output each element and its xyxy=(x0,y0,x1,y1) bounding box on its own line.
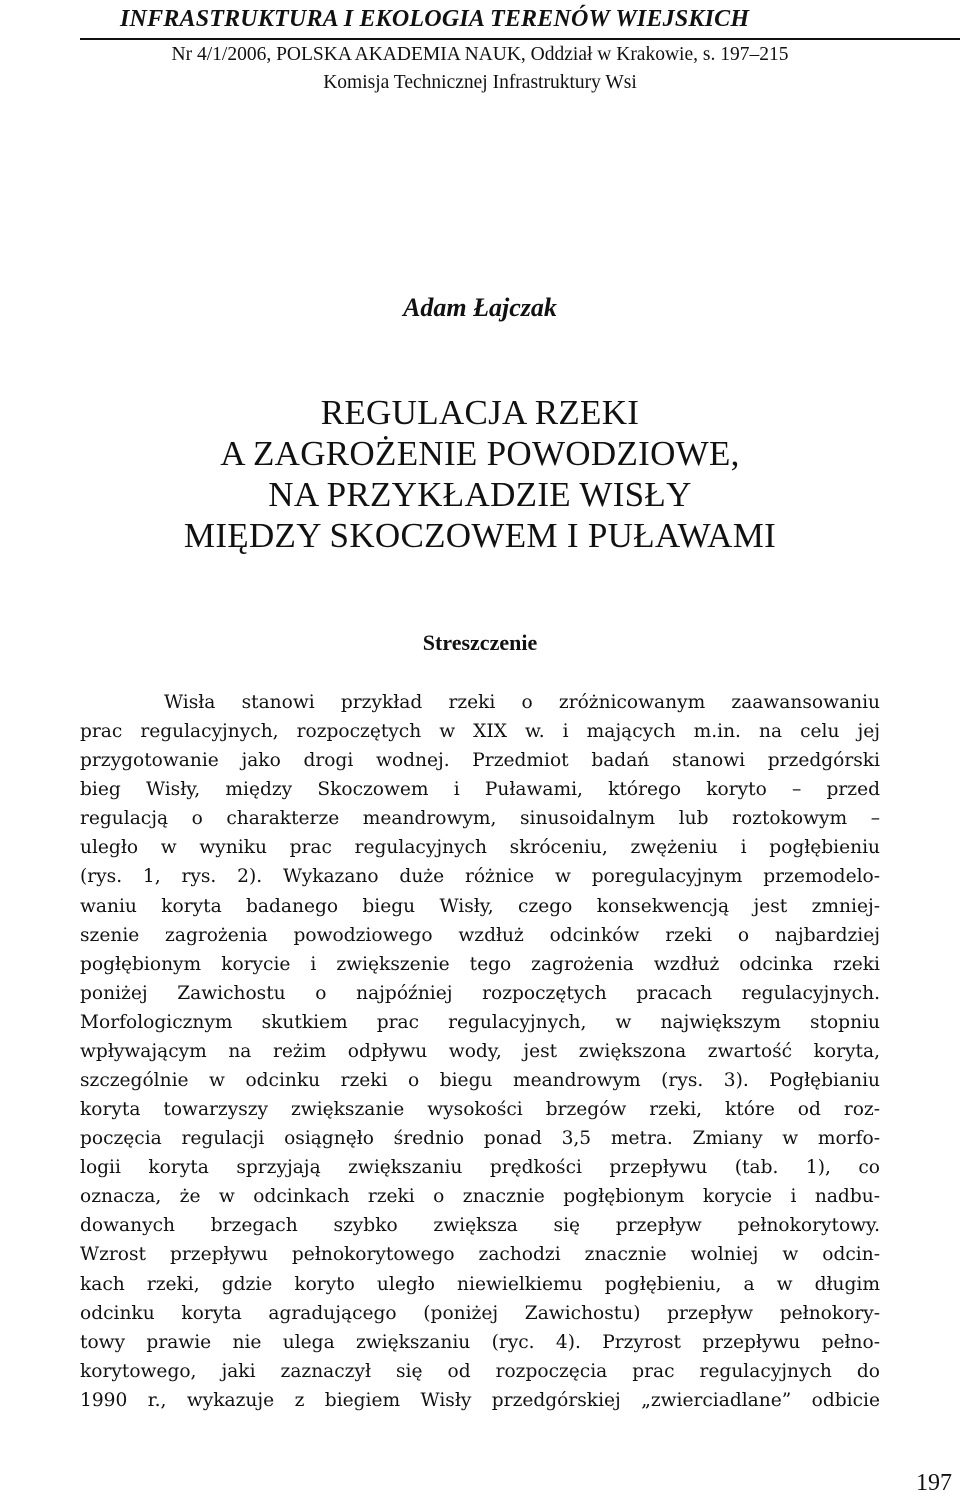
abstract-line: korytowego, jaki zaznaczył się od rozpoczęcia prac regulacyjnych do xyxy=(80,1360,880,1382)
abstract-line: regulacją o charakterze meandrowym, sinusoidalnym lub roztokowym – xyxy=(80,808,880,830)
journal-committee: Komisja Technicznej Infrastruktury Wsi xyxy=(323,72,637,93)
abstract-line: pogłębionym korycie i zwiększenie tego zagrożenia wzdłuż odcinka rzeki xyxy=(80,953,880,975)
journal-issue-line: Nr 4/1/2006, POLSKA AKADEMIA NAUK, Oddział w Krakowie, s. 197–215 xyxy=(171,44,789,65)
title-line: REGULACJA RZEKI xyxy=(320,393,640,432)
title-line: NA PRZYKŁADZIE WISŁY xyxy=(268,475,692,514)
abstract-line: poczęcia regulacji osiągnęło średnio ponad 3,5 metra. Zmiany w morfo- xyxy=(80,1128,880,1150)
abstract-line: odcinku koryta agradującego (poniżej Zawichostu) przepływ pełnokory- xyxy=(80,1302,880,1324)
abstract-body xyxy=(80,688,880,1415)
abstract-line: Morfologicznym skutkiem prac regulacyjnych, w największym stopniu xyxy=(80,1011,880,1033)
abstract-line: szenie zagrożenia powodziowego wzdłuż odcinków rzeki o najbardziej xyxy=(80,924,880,946)
abstract-line: waniu koryta badanego biegu Wisły, czego konsekwencją jest zmniej- xyxy=(80,895,880,917)
header-rule xyxy=(80,38,960,40)
abstract-line: koryta towarzyszy zwiększanie wysokości brzegów rzeki, które od roz- xyxy=(80,1099,880,1121)
journal-title: INFRASTRUKTURA I EKOLOGIA TERENÓW WIEJSKICH xyxy=(120,6,750,32)
abstract-line: uległo w wyniku prac regulacyjnych skróceniu, zwężeniu i pogłębieniu xyxy=(80,837,880,859)
article-title xyxy=(80,392,880,556)
abstract-line: 1990 r., wykazuje z biegiem Wisły przedgórskiej „zwierciadlane” odbicie xyxy=(80,1389,880,1411)
abstract-line: bieg Wisły, między Skoczowem i Puławami, którego koryto – przed xyxy=(80,779,880,801)
abstract-line: dowanych brzegach szybko zwiększa się przepływ pełnokorytowy. xyxy=(80,1215,880,1237)
abstract-line: szczególnie w odcinku rzeki o biegu meandrowym (rys. 3). Pogłębianiu xyxy=(80,1070,880,1092)
abstract-line: logii koryta sprzyjają zwiększaniu prędkości przepływu (tab. 1), co xyxy=(80,1157,880,1179)
abstract-line: poniżej Zawichostu o najpóźniej rozpoczętych pracach regulacyjnych. xyxy=(80,982,880,1004)
abstract-line: (rys. 1, rys. 2). Wykazano duże różnice w poregulacyjnym przemodelo- xyxy=(80,866,880,888)
abstract-line: przygotowanie jako drogi wodnej. Przedmiot badań stanowi przedgórski xyxy=(80,750,880,772)
title-line: A ZAGROŻENIE POWODZIOWE, xyxy=(220,434,740,473)
abstract-line: prac regulacyjnych, rozpoczętych w XIX w. i mających m.in. na celu jej xyxy=(80,721,880,743)
title-line: MIĘDZY SKOCZOWEM I PUŁAWAMI xyxy=(183,516,777,555)
abstract-line: Wzrost przepływu pełnokorytowego zachodzi znacznie wolniej w odcin- xyxy=(80,1244,880,1266)
abstract-line: kach rzeki, gdzie koryto uległo niewielkiemu pogłębieniu, a w długim xyxy=(80,1273,880,1295)
page-number: 197 xyxy=(916,1470,952,1496)
author-name: Adam Łajczak xyxy=(403,293,557,322)
abstract-line: Wisła stanowi przykład rzeki o zróżnicowanym zaawansowaniu xyxy=(164,692,880,713)
abstract-line: oznacza, że w odcinkach rzeki o znacznie pogłębionym korycie i nadbu- xyxy=(80,1186,880,1208)
abstract-line: wpływającym na reżim odpływu wody, jest zwiększona zwartość koryta, xyxy=(80,1040,880,1062)
abstract-heading: Streszczenie xyxy=(422,630,538,655)
abstract-line: towy prawie nie ulega zwiększaniu (ryc. 4). Przyrost przepływu pełno- xyxy=(80,1331,880,1353)
